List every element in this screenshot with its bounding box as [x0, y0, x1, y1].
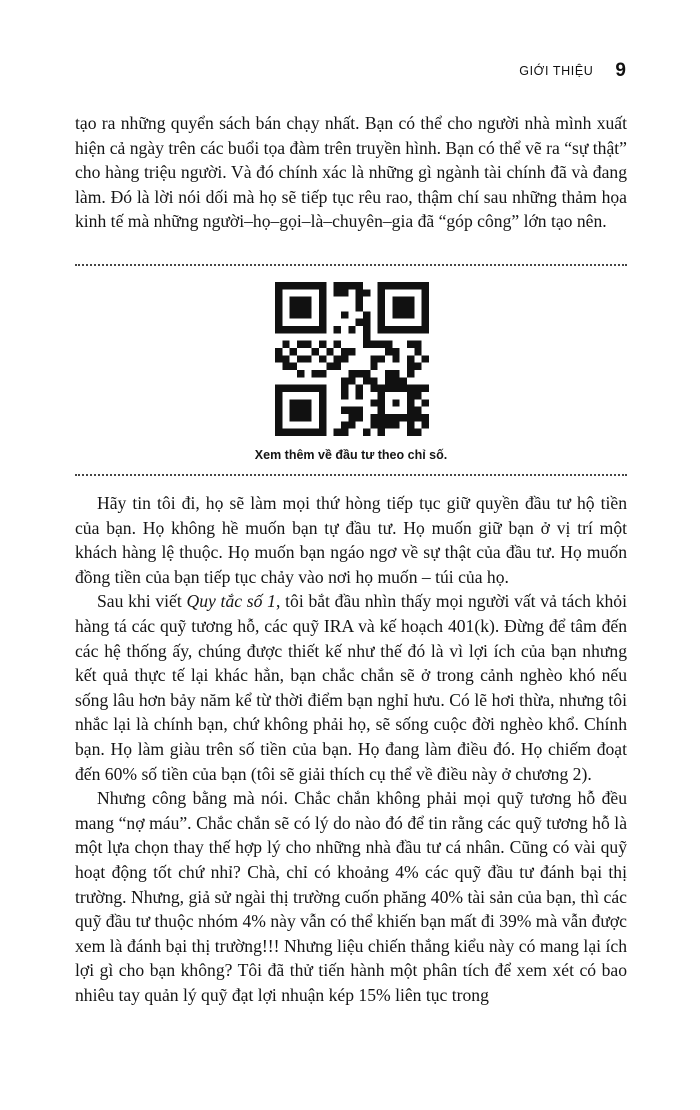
qr-code-icon — [275, 282, 429, 436]
book-title: Quy tắc số 1 — [186, 591, 276, 612]
bottom-dotted-divider — [75, 474, 627, 476]
figure-caption: Xem thêm về đầu tư theo chỉ số. — [254, 448, 448, 462]
paragraph-2-rest: , tôi bắt đầu nhìn thấy mọi người vất vả tách khỏi hàng tá các quỹ tương hỗ, các quỹ IRA và kế hoạch 401(k). Đừng để tâm đến các hệ thống ấy, chúng được thiết kế như thế đó là vì lợi ích của bạn nhưng kết quả thực tế lại khác hẳn, bạn chắc chắn sẽ ở trong cảnh nghèo khó nếu sống lâu hơn bảy năm kể từ thời điểm bạn nghỉ hưu. Có lẽ hơi thừa, nhưng tôi nhắc lại là chính bạn, chứ không phải họ, sẽ sống cuộc đời nghèo khổ. Chính bạn. Họ làm giàu trên số tiền của bạn. Họ đang làm điều đó. Họ chiếm đoạt đến 60% số tiền của bạn (tôi sẽ giải thích cụ thể về điều này ở chương 2). — [75, 591, 627, 784]
top-paragraph: tạo ra những quyển sách bán chạy nhất. Bạn có thể cho người nhà mình xuất hiện cả ngày trên các buổi tọa đàm trên truyền hình. Bạn có thể vẽ ra “sự thật” cho hàng triệu người. Và đó chính xác là những gì ngành tài chính đã và đang làm. Đó là lời nói dối mà họ sẽ tiếp tục rêu rao, thậm chí sau những thảm họa kinh tế mà những người–họ–gọi–là–chuyên–gia đã “góp công” lớn tạo nên. — [75, 113, 627, 232]
paragraph-2 — [75, 589, 627, 786]
section-title: GIỚI THIỆU — [519, 64, 594, 78]
paragraph-1: Hãy tin tôi đi, họ sẽ làm mọi thứ hòng tiếp tục giữ quyền đầu tư hộ tiền của bạn. Họ không hề muốn bạn tự đầu tư. Họ muốn giữ bạn ở vị trí một khách hàng lệ thuộc. Họ muốn bạn ngáo ngơ về sự thật của đầu tư. Họ muốn đồng tiền của bạn tiếp tục chảy vào nơi họ muốn – túi của họ. — [75, 493, 627, 587]
running-header — [519, 60, 626, 82]
body-text — [75, 491, 627, 1007]
paragraph-3: Nhưng công bằng mà nói. Chắc chắn không phải mọi quỹ tương hỗ đều mang “nợ máu”. Chắc chắn sẽ có lý do nào đó để tin rằng các quỹ tương hỗ là một lựa chọn thay thế hợp lý cho những nhà đầu tư cá nhân. Cũng có vài quỹ hoạt động tốt chứ nhỉ? Chà, chỉ có khoảng 4% các quỹ đầu tư đánh bại thị trường. Nhưng, giả sử ngài thị trường cuốn phăng 40% tài sản của bạn, thì các quỹ đầu tư thuộc nhóm 4% này vẫn có thể khiến bạn mất đi 39% mà vẫn được xem là đánh bại thị trường!!! Nhưng liệu chiến thắng kiểu này có mang lại ích lợi gì cho bạn không? Tôi đã thử tiến hành một phân tích để xem xét có bao nhiêu tay quản lý quỹ đạt lợi nhuận kép 15% liên tục trong — [75, 788, 627, 1005]
top-paragraph-block — [75, 111, 627, 234]
paragraph-2-start: Sau khi viết — [97, 591, 187, 612]
page-number: 9 — [615, 60, 626, 81]
top-dotted-divider — [75, 264, 627, 266]
